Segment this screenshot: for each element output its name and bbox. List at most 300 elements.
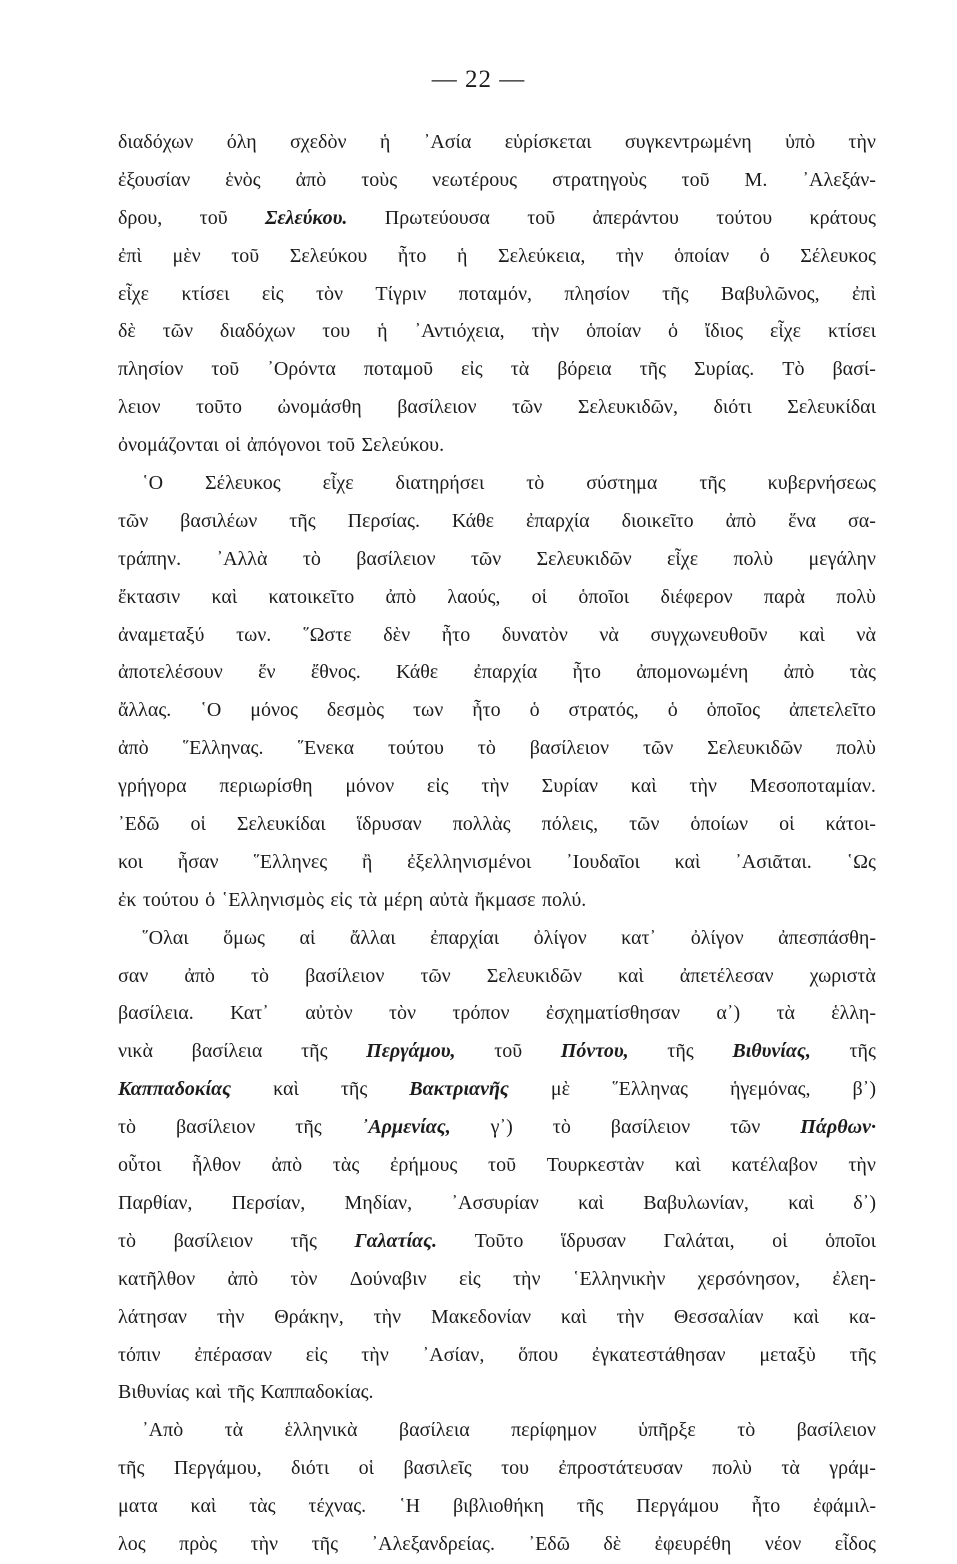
word: ἡ (379, 131, 391, 153)
word: Σελεύκου (289, 244, 368, 267)
body-text (118, 124, 876, 1564)
word: ἦσαν (177, 850, 219, 873)
word: καὶ (793, 1305, 819, 1328)
word: τῆς (849, 1343, 876, 1366)
word: γ᾿) (490, 1116, 513, 1139)
word: ἀπὸ (227, 1267, 259, 1290)
word: ῾Ως (846, 850, 876, 873)
word: εἰς (426, 775, 449, 798)
word: ἐσχηματίσθησαν (545, 1002, 681, 1025)
word: ματα (118, 1495, 158, 1518)
word: τέχνας. (308, 1495, 367, 1518)
word: τὸ (250, 964, 270, 987)
word: ἕν (258, 661, 276, 684)
word: ἦτο (751, 1495, 781, 1518)
word: ἢ (361, 850, 373, 873)
word: πολλὰς (452, 813, 511, 836)
word: βασίλειον (176, 1116, 256, 1139)
text-line (118, 1071, 876, 1109)
word: ἐξουσίαν (118, 168, 191, 191)
text-line (118, 882, 876, 920)
word: Σέλευκος (800, 244, 876, 267)
text-line (118, 654, 876, 692)
text-line (118, 541, 876, 579)
word: ῞Ενεκα (297, 737, 355, 760)
word: ἐπὶ (118, 244, 142, 267)
word: ἀπὸ (725, 509, 757, 532)
word: τοῦ (327, 434, 356, 457)
word: αὐτὰ (429, 888, 469, 911)
word: τρόπον (452, 1002, 510, 1025)
word: βασίλειον (610, 1116, 691, 1139)
word: Καππαδοκίας. (260, 1381, 374, 1404)
word: Σελευκιδῶν, (577, 396, 678, 419)
word: πολὺ (836, 585, 876, 608)
text-line (118, 1450, 876, 1488)
word: ῾Ελληνικὴν (572, 1267, 666, 1290)
word: ἐξελληνισμένοι (407, 850, 532, 873)
word: τῶν (118, 509, 149, 532)
word: τὰς (332, 1154, 360, 1177)
text-line (118, 503, 876, 541)
text-line (118, 1261, 876, 1299)
word: ἡγεμόνας, (729, 1078, 811, 1101)
word: ἀπὸ (118, 737, 149, 760)
word: μόνον (345, 775, 395, 798)
word: ἐπαρχίαι (430, 926, 500, 949)
text-line (118, 427, 876, 465)
text-line (118, 1488, 876, 1526)
text-line (118, 200, 876, 238)
text-line (118, 1526, 876, 1564)
word: διαδόχων (219, 320, 296, 343)
word: σαν (118, 964, 149, 987)
word: Σελευκιδῶν (707, 737, 803, 760)
word: ὁ (759, 244, 770, 267)
word: βιβλιοθήκη (452, 1495, 545, 1518)
word: τὸν (388, 1002, 417, 1025)
word: ἐρήμους (389, 1154, 458, 1177)
word: ῞Ελληνες (253, 850, 328, 873)
word: τῆς (699, 472, 726, 495)
word: νέον (764, 1532, 802, 1555)
text-line (118, 1109, 876, 1147)
word: καὶ (195, 1381, 222, 1404)
word: εἰς (461, 358, 483, 381)
word: ᾿Ασίαν, (422, 1343, 485, 1366)
word: Περσίας. (347, 509, 420, 532)
word: ἐφευρέθη (654, 1532, 732, 1555)
word: καὶ (630, 775, 657, 798)
text-line (118, 1337, 876, 1375)
word: διοικεῖτο (621, 509, 694, 532)
word: ἦτο (472, 699, 501, 722)
text-line (118, 351, 876, 389)
word: τῆς (849, 1040, 876, 1063)
word: ἀπεσπάσθη- (778, 926, 876, 949)
word: ᾿Ορόντα (267, 358, 336, 381)
word: νὰ (599, 623, 619, 646)
word: των (413, 699, 444, 722)
word: δυνατὸν (501, 623, 568, 646)
word: βασιλεῖς (403, 1457, 472, 1480)
word: περιωρίσθη (219, 775, 313, 798)
word: δὲν (383, 623, 411, 646)
word: Σελευκιδῶν (486, 964, 582, 987)
word: τῆς (667, 1040, 694, 1063)
word: ὁ (205, 888, 216, 911)
word: ἐπροστάτευσαν (558, 1457, 683, 1480)
emphasized-word: Σελεύκου. (264, 206, 348, 229)
word: μεταξὺ (759, 1343, 816, 1366)
word: ἐπαρχία (525, 509, 590, 532)
word: πολὺ (836, 737, 876, 760)
word: τοῦ (681, 168, 710, 191)
emphasized-word: Περγάμου, (366, 1040, 456, 1063)
word: βασίλειον (529, 737, 610, 760)
word: στρατός, (568, 699, 639, 722)
text-line (118, 276, 876, 314)
word: τὴν (689, 775, 717, 798)
word: ἀπεράντου (592, 206, 679, 229)
word: καὶ (788, 1191, 814, 1214)
word: τὴν (373, 1305, 402, 1328)
word: τοῦτο (196, 396, 243, 419)
word: οἱ (779, 813, 795, 836)
word: ᾿Εδῶ (528, 1532, 570, 1555)
emphasized-word: Πόντου, (560, 1040, 629, 1063)
word: τῆς (301, 1040, 328, 1063)
text-line (118, 1223, 876, 1261)
word: βασίλειον (796, 1419, 876, 1442)
word: Σελευκίδαι (236, 813, 326, 836)
word: Τὸ (782, 358, 805, 381)
word: ῾Η (399, 1495, 421, 1518)
word: αἱ (299, 926, 316, 949)
word: βασίλειον (397, 396, 477, 419)
word: ὁποίαν (586, 320, 642, 343)
word: διέφερον (660, 585, 733, 608)
word: καὶ (211, 585, 238, 608)
word: λειον (118, 396, 161, 419)
word: εἰς (261, 282, 284, 305)
word: α᾿) (716, 1002, 741, 1025)
word: ἐπὶ (851, 282, 876, 305)
word: του (322, 320, 351, 343)
word: ἐφάμιλ- (813, 1495, 876, 1518)
word: τὰ (510, 358, 530, 381)
word: βασιλέων (180, 509, 258, 532)
word: τράπην. (118, 547, 182, 570)
word: γράμ- (829, 1457, 876, 1480)
word: δεσμὸς (326, 699, 385, 722)
word: τῆς (290, 1229, 317, 1252)
word: ἵδρυσαν (560, 1229, 626, 1252)
word: τόπιν (118, 1343, 161, 1366)
word: βασίλειον (173, 1229, 253, 1252)
emphasized-word: Πάρθων· (800, 1116, 876, 1139)
word: κατέλαβον (731, 1154, 818, 1177)
word: ὅπου (518, 1343, 559, 1366)
word: ἀπὸ (783, 661, 815, 684)
word: συγκεντρωμένη (624, 131, 752, 153)
word: λος (118, 1532, 146, 1555)
word: Σέλευκος (205, 472, 281, 495)
word: ὑπὸ (785, 131, 816, 153)
word: των. (236, 623, 272, 646)
word: τὸ (302, 547, 321, 570)
word: ἔκτασιν (118, 585, 181, 608)
word: ἡ (456, 244, 468, 267)
word: μόνος (250, 699, 298, 722)
word: ἦλθον (192, 1154, 241, 1177)
word: Τουρκεστὰν (546, 1154, 645, 1177)
word: ὅμως (223, 926, 265, 949)
text-line (118, 1185, 876, 1223)
word: συγχωνευθοῦν (650, 623, 768, 646)
word: ἀπετέλεσαν (679, 964, 774, 987)
word: ὁ (667, 699, 678, 722)
word: Βαβυλῶνος, (720, 282, 820, 305)
word: ἐκ (118, 888, 137, 911)
text-line (118, 806, 876, 844)
word: τοῦ (211, 358, 240, 381)
word: βασίλειον (356, 547, 436, 570)
word: Θεσσαλίαν (673, 1305, 764, 1328)
word: περίφημον (511, 1419, 597, 1442)
word: τοῦ (199, 206, 228, 229)
word: Συρίαν (541, 775, 599, 798)
word: τῶν (512, 396, 543, 419)
word: καὶ (578, 1191, 604, 1214)
word: τὴν (531, 320, 560, 343)
word: ἕνα (788, 509, 817, 532)
word: παρὰ (763, 585, 805, 608)
word: τὴν (216, 1305, 245, 1328)
word: διότι (291, 1457, 330, 1480)
word: μὲ (550, 1078, 570, 1101)
word: ᾿Ιουδαῖοι (566, 850, 640, 873)
word: ἔθνος. (310, 661, 361, 684)
word: οἱ (772, 1229, 788, 1252)
word: ᾿Εδῶ (118, 813, 160, 836)
word: ἴδιος (704, 320, 744, 343)
text-line (118, 313, 876, 351)
text-line (118, 768, 876, 806)
text-line (118, 238, 876, 276)
word: κατοικεῖτο (268, 585, 355, 608)
word: τὸ (118, 1116, 137, 1139)
word: ῞Ολαι (142, 926, 189, 949)
word: βασίλεια. (118, 1002, 194, 1025)
word: δὲ (603, 1532, 622, 1555)
word: ὁποῖος (706, 699, 761, 722)
word: καὶ (674, 850, 701, 873)
word: κτίσει (181, 282, 230, 305)
word: γρήγορα (118, 775, 187, 798)
word: πόλεις, (541, 813, 599, 836)
word: ὁποῖοι (578, 585, 630, 608)
word: οἱ (190, 813, 206, 836)
word: βόρεια (557, 358, 612, 381)
text-line (118, 389, 876, 427)
word: νὰ (856, 623, 876, 646)
word: ᾿Ασία (423, 131, 472, 153)
word: ὑπῆρξε (638, 1419, 696, 1442)
word: ἐπαρχία (473, 661, 538, 684)
word: ᾿Ασιᾶται. (735, 850, 812, 873)
emphasized-word: Βιθυνίας, (732, 1040, 811, 1063)
word: ἑλληνικὰ (284, 1419, 358, 1442)
text-line (118, 124, 876, 162)
word: εὑρίσκεται (504, 131, 592, 153)
word: τὸν (290, 1267, 318, 1290)
word: Κάθε (396, 661, 439, 684)
word: τούτου (388, 737, 444, 760)
word: τούτου (142, 888, 199, 911)
word: πλησίον (564, 282, 630, 305)
word: εἰς (305, 1343, 328, 1366)
word: ἄλλαι (349, 926, 396, 949)
word: Σελεύκεια, (498, 244, 586, 267)
word: μὲν (172, 244, 201, 267)
word: τὸ (118, 1229, 137, 1252)
word: στρατηγοὺς (552, 168, 647, 191)
word: όλη (226, 131, 257, 153)
word: τὸ (526, 472, 545, 495)
word: τῆς (289, 509, 316, 532)
word: τῆς (295, 1116, 322, 1139)
text-line (118, 958, 876, 996)
word: εἶχε (667, 547, 699, 570)
word: τὸ (477, 737, 496, 760)
word: διατηρήσει (395, 472, 485, 495)
word: ῞Ελληνας. (182, 737, 264, 760)
word: Περγάμου (636, 1495, 719, 1518)
word: τὰ (781, 1457, 800, 1480)
word: Γαλάται, (663, 1229, 735, 1252)
word: οἱ (531, 585, 548, 608)
word: οἱ (225, 434, 241, 457)
word: τῆς (118, 1457, 145, 1480)
word: β᾿) (852, 1078, 876, 1101)
word: ποταμοῦ (363, 358, 434, 381)
word: τούτου (716, 206, 773, 229)
word: νεωτέρους (432, 168, 518, 191)
word: ἐλεη- (832, 1267, 876, 1290)
word: σχεδὸν (290, 131, 347, 153)
word: δ᾿) (853, 1191, 876, 1214)
text-line (118, 1299, 876, 1337)
word: δὲ (118, 320, 136, 343)
word: κτίσει (827, 320, 876, 343)
word: ῞Ελληνας (611, 1078, 688, 1101)
word: τὴν (512, 1267, 541, 1290)
word: τοῦ (494, 1040, 523, 1063)
word: κοι (118, 850, 144, 873)
word: Περσίαν, (231, 1191, 306, 1214)
word: ὁποῖοι (825, 1229, 876, 1252)
text-line (118, 1374, 876, 1412)
word: τὴν (481, 775, 509, 798)
word: ὁποίαν (674, 244, 730, 267)
word: Θράκην, (274, 1305, 344, 1328)
word: διαδόχων (118, 131, 194, 153)
text-line (118, 920, 876, 958)
word: βασίλειον (305, 964, 385, 987)
emphasized-word: Γαλατίας. (354, 1229, 437, 1252)
word: ὁποίων (690, 813, 749, 836)
word: πλησίον (118, 358, 184, 381)
word: Μ. (744, 168, 768, 191)
word: κατῆλθον (118, 1267, 196, 1290)
word: νικὰ (118, 1040, 153, 1063)
word: καὶ (190, 1495, 217, 1518)
word: πρὸς (179, 1532, 218, 1555)
word: ἄλλας. (118, 699, 172, 722)
word: ἦτο (397, 244, 427, 267)
word: βασίλεια (191, 1040, 263, 1063)
word: τὸ (737, 1419, 756, 1442)
word: τῶν (470, 547, 502, 570)
word: καὶ (273, 1078, 299, 1101)
word: ὀνομάζονται (118, 434, 219, 457)
word: καὶ (617, 964, 644, 987)
word: Κατ᾿ (230, 1002, 269, 1025)
word: ἀπομονωμένη (636, 661, 749, 684)
word: τὴν (848, 1154, 876, 1177)
word: τῆς (311, 1532, 338, 1555)
word: εἰς (458, 1267, 481, 1290)
word: τὰς (249, 1495, 276, 1518)
word: βασίλεια (398, 1419, 470, 1442)
word: καὶ (560, 1305, 587, 1328)
word: ὀλίγον (533, 926, 587, 949)
word: τὸ (552, 1116, 571, 1139)
word: τῆς (340, 1078, 368, 1101)
word: τῆς (227, 1381, 254, 1404)
word: δρου, (118, 206, 163, 229)
word: Κάθε (451, 509, 495, 532)
word: τῆς (576, 1495, 604, 1518)
text-line (118, 617, 876, 655)
text-line (118, 692, 876, 730)
word: χωριστὰ (809, 964, 876, 987)
word: χερσόνησον, (697, 1267, 801, 1290)
word: Σελευκίδαι (787, 396, 876, 419)
word: εἰς (330, 888, 353, 911)
word: πολύ. (541, 888, 587, 911)
text-line (118, 995, 876, 1033)
emphasized-word: Βακτριανῆς (409, 1078, 509, 1101)
word: ἀπὸ (271, 1154, 303, 1177)
word: ῾Ο (200, 699, 222, 722)
word: μέρη (383, 888, 423, 911)
word: ἑνὸς (225, 168, 261, 191)
word: ἀποτελέσουν (118, 661, 223, 684)
word: οἱ (358, 1457, 375, 1480)
word: τῶν (730, 1116, 761, 1139)
word: Μηδίαν, (344, 1191, 413, 1214)
word: τὴν (250, 1532, 279, 1555)
word: τῶν (629, 813, 660, 836)
word: ἑλλη- (831, 1002, 876, 1025)
text-line (118, 579, 876, 617)
word: καὶ (674, 1154, 701, 1177)
word: ἵδρυσαν (356, 813, 422, 836)
word: ᾿Απὸ (142, 1419, 184, 1442)
word: ἀναμεταξύ (118, 623, 205, 646)
